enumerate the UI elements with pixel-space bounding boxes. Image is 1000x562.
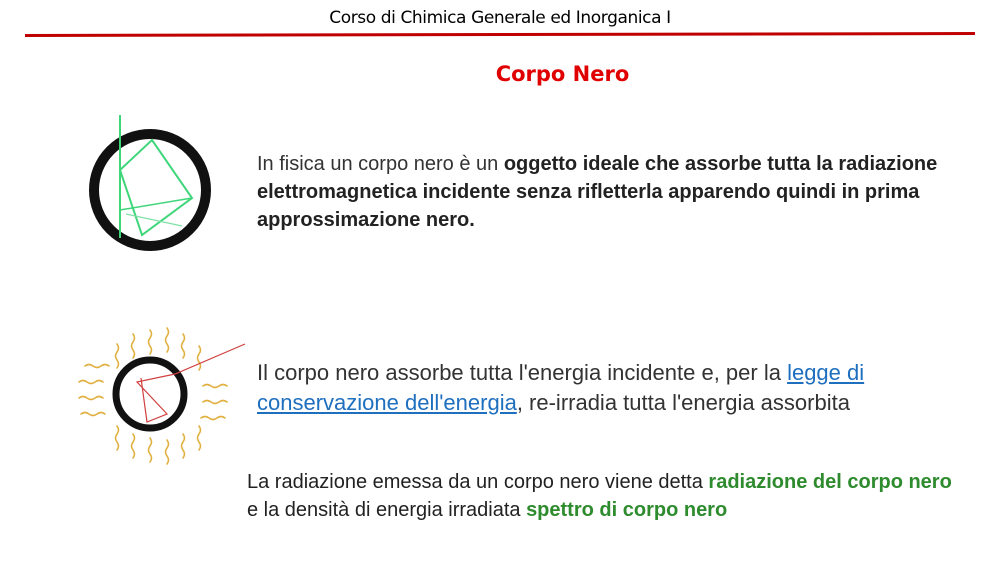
course-header: Corso di Chimica Generale ed Inorganica I <box>329 8 671 28</box>
definition-paragraph <box>257 150 957 234</box>
blackbody-absorption-figure <box>80 110 220 260</box>
slide-title: Corpo Nero <box>495 62 630 86</box>
energy-paragraph <box>257 358 957 418</box>
radiation-text-1: La radiazione emessa da un corpo nero viene detta <box>247 471 709 493</box>
radiation-waves <box>79 328 227 464</box>
energy-intro: Il corpo nero assorbe tutta l'energia incidente e, per la <box>257 360 788 385</box>
header-divider <box>25 32 975 37</box>
blackbody-emission-figure <box>75 322 250 472</box>
radiation-highlight-2: spettro di corpo nero <box>526 499 728 521</box>
emitting-body <box>116 360 184 428</box>
energy-conservation-link[interactable]: legge di conservazione dell'energia <box>257 360 865 415</box>
radiation-highlight-1: radiazione del corpo nero <box>708 471 952 493</box>
radiation-text-2: e la densità di energia irradiata <box>247 499 527 521</box>
definition-intro: In fisica un corpo nero è un <box>257 153 504 175</box>
definition-bold: oggetto ideale che assorbe tutta la radiazione elettromagnetica incidente senza rifletterla apparendo quindi in prima approssimazione nero. <box>257 153 938 231</box>
energy-rest: , re-irradia tutta l'energia assorbita <box>516 390 850 415</box>
radiation-paragraph <box>247 468 967 524</box>
